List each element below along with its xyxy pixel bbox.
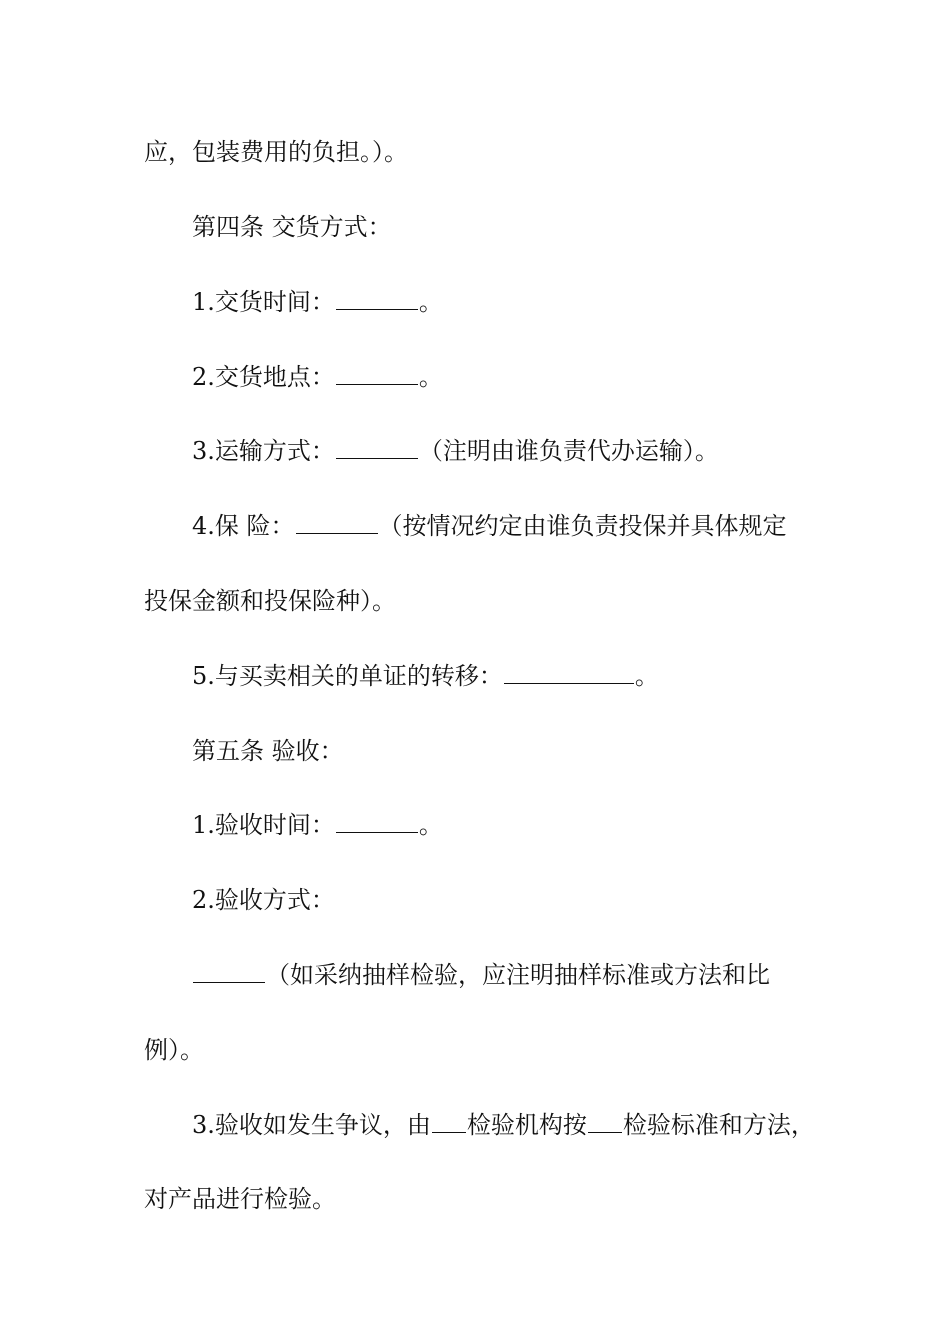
paragraph-continuation — [144, 136, 408, 168]
item-text-c: 检验标准和方法， — [622, 1111, 815, 1139]
fill-in-blank — [193, 960, 265, 983]
heading-text: 第五条 验收： — [192, 737, 344, 765]
item-end: （按情况约定由谁负责投保并具体规定 — [378, 512, 787, 540]
text-line: 应，包装费用的负担。）。 — [144, 138, 408, 166]
article-5-item-3 — [192, 1109, 815, 1141]
article-4-item-3 — [192, 435, 719, 467]
article-5-item-2-detail — [192, 959, 770, 991]
fill-in-blank — [336, 810, 418, 833]
item-end: 。 — [418, 288, 443, 316]
item-label: 5.与买卖相关的单证的转移： — [192, 662, 503, 690]
fill-in-blank — [336, 287, 418, 310]
article-5-heading — [192, 735, 344, 767]
article-5-item-3-continuation — [144, 1183, 336, 1215]
item-label: 1.交货时间： — [192, 288, 335, 316]
article-4-item-1 — [192, 286, 443, 318]
item-end: 。 — [418, 363, 443, 391]
item-end: 。 — [418, 811, 443, 839]
item-label: 1.验收时间： — [192, 811, 335, 839]
text-line: 投保金额和投保险种）。 — [144, 587, 396, 615]
fill-in-blank — [336, 362, 418, 385]
text-line: 例）。 — [144, 1036, 204, 1064]
article-4-item-2 — [192, 361, 443, 393]
item-text-a: 3.验收如发生争议，由 — [192, 1111, 431, 1139]
article-4-item-5 — [192, 660, 659, 692]
item-end: 。 — [634, 662, 659, 690]
text-line: 对产品进行检验。 — [144, 1185, 336, 1213]
item-label: 2.交货地点： — [192, 363, 335, 391]
item-text-b: 检验机构按 — [466, 1111, 587, 1139]
article-4-heading — [192, 211, 392, 243]
article-5-item-1 — [192, 809, 443, 841]
item-detail: （如采纳抽样检验，应注明抽样标准或方法和比 — [266, 961, 770, 989]
article-5-item-2-continuation — [144, 1034, 204, 1066]
item-label: 4.保 险： — [192, 512, 295, 540]
fill-in-blank — [296, 511, 378, 534]
fill-in-blank — [588, 1110, 622, 1133]
item-label: 2.验收方式： — [192, 886, 335, 914]
heading-text: 第四条 交货方式： — [192, 213, 392, 241]
article-4-item-4 — [192, 510, 787, 542]
fill-in-blank — [504, 661, 634, 684]
item-label: 3.运输方式： — [192, 437, 335, 465]
fill-in-blank — [336, 436, 418, 459]
fill-in-blank — [432, 1110, 466, 1133]
article-5-item-2 — [192, 884, 335, 916]
item-end: （注明由谁负责代办运输）。 — [418, 437, 719, 465]
article-4-item-4-continuation — [144, 585, 396, 617]
